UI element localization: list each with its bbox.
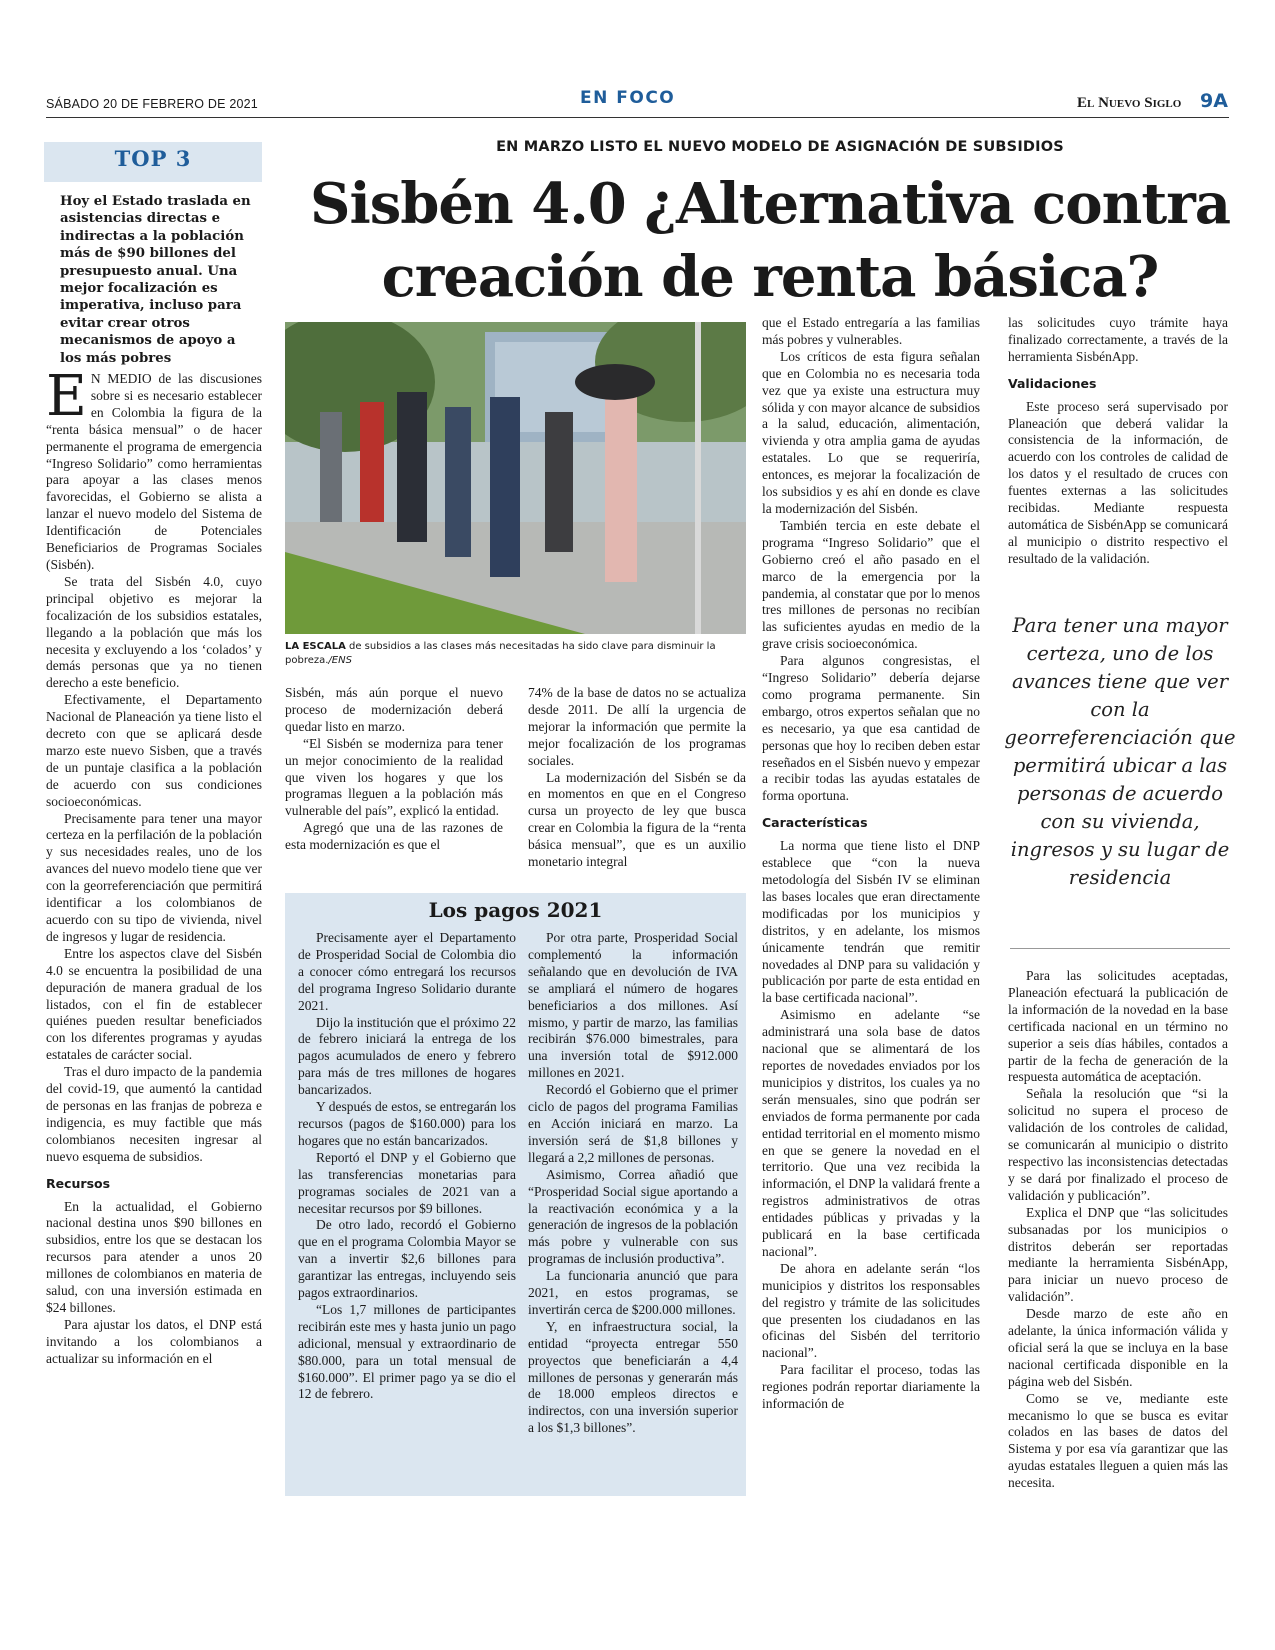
paragraph: Asimismo, Correa añadió que “Prosperidad Social sigue aportando a la reactivación económica y a la generación de ingresos de la población más pobre y vulnerable con sus programas de inclusión productiva”.: [528, 1166, 738, 1267]
paragraph: De otro lado, recordó el Gobierno que en el programa Colombia Mayor se van a invertir $2,6 billones para garantizar las entregas, incluyendo seis pagos extraordinarios.: [298, 1217, 516, 1301]
column-3: [528, 685, 746, 871]
photo-credit: /ENS: [328, 655, 352, 666]
masthead: El Nuevo Siglo: [1077, 95, 1182, 111]
paragraph: Para las solicitudes aceptadas, Planeación efectuará la publicación de la información de la novedad en la base certificada nacional en un término no superior a seis días hábiles, contados a partir de la fecha de generación de la respuesta automática de aceptación.: [1008, 968, 1228, 1085]
headline-line-2: creación de renta básica?: [381, 244, 1159, 310]
paragraph: Dijo la institución que el próximo 22 de febrero iniciará la entrega de los pagos acumulados de enero y febrero para más de tres millones de hogares bancarizados.: [298, 1014, 516, 1098]
paragraph: La norma que tiene listo el DNP establece que “con la nueva metodología del Sisbén IV se eliminan las bases locales que eran directamente modificadas por los municipios y distritos, y en adelante, los mismos únicamente tendrán que remitir novedades al DNP para su validación y publicación por parte de esta entidad en la base certificada nacional”.: [762, 838, 980, 1006]
pull-quote: Para tener una mayor certeza, uno de los avances tiene que ver con la georreferenciación que permitirá ubicar a las personas de acuerdo con su vivienda, ingresos y su lugar de residencia: [1004, 614, 1236, 889]
header-rule: [46, 117, 1229, 118]
news-photo: [285, 322, 746, 634]
paragraph: Los críticos de esta figura señalan que en Colombia no es necesaria toda vez que ya existe una estructura muy sólida y con mayor alcance de subsidios a la salud, educación, alimentación, vivienda y otra amplia gama de ayudas estatales. Lo que se requeriría, entonces, es mejorar la focalización de los subsidios y es ahí en donde es clave la modernización del Sisbén.: [762, 348, 980, 516]
drop-cap: E: [46, 364, 87, 429]
paragraph: Precisamente ayer el Departamento de Prosperidad Social de Colombia dio a conocer cómo entregará los recursos del programa Ingreso Solidario durante 2021.: [298, 930, 516, 1013]
paragraph: “Los 1,7 millones de participantes recibirán este mes y hasta junio un pago adicional, mensual y extraordinario de $80.000, para un total mensual de $160.000”. El primer pago ya se dio el 12 de febrero.: [298, 1301, 516, 1402]
caption-lead: LA ESCALA: [285, 641, 346, 652]
issue-date: SÁBADO 20 DE FEBRERO DE 2021: [46, 97, 258, 111]
paragraph: Asimismo en adelante “se administrará una sola base de datos nacional que se alimentará de los reportes de novedades enviados por los municipios y distritos, los cuales ya no serán mensuales, sino que podrán ser enviados de forma permanente por cada entidad territorial en el momento mismo en que se genere la novedad en el territorio. Que una vez recibida la información, el DNP la validará frente a registros administrativos de otras entidades públicas y privadas y la publicará en la base certificada nacional”.: [762, 1007, 980, 1259]
column-5-continued: [1008, 968, 1228, 1492]
column-1: [46, 364, 262, 1368]
paragraph: Tras el duro impacto de la pandemia del covid-19, que aumentó la cantidad de personas en las franjas de pobreza e indigencia, es muy factible que más colombianos necesiten ingresar al nuevo esquema de subsidios.: [46, 1064, 262, 1164]
paragraph: N MEDIO de las discusiones sobre si es necesario establecer en Colombia la figura de la “renta básica mensual” o de hacer permanente el programa de emergencia “Ingreso Solidario” como herramientas para apoyar a las clases menos favorecidas, el Gobierno se alista a lanzar el nuevo modelo del Sistema de Identificación de Potenciales Beneficiarios de Programas Sociales (Sisbén).: [46, 371, 262, 572]
column-4: [762, 315, 980, 1413]
column-2: [285, 685, 503, 854]
caption-text: de subsidios a las clases más necesitadas ha sido clave para disminuir la pobreza.: [285, 641, 716, 666]
paragraph: Y después de estos, se entregarán los recursos (pagos de $160.000) para los hogares que no están bancarizados.: [298, 1099, 516, 1148]
headline: [300, 168, 1240, 314]
top3-tag: TOP 3: [114, 146, 192, 171]
paragraph: que el Estado entregaría a las familias más pobres y vulnerables.: [762, 315, 980, 347]
paragraph: 74% de la base de datos no se actualiza desde 2011. De allí la urgencia de mejorar la información que permite la mejor focalización de los programas sociales.: [528, 685, 746, 768]
paragraph: Para ajustar los datos, el DNP está invitando a los colombianos a actualizar su información en el: [46, 1316, 262, 1366]
subhead-caracteristicas: Características: [762, 815, 868, 831]
subhead-recursos: Recursos: [46, 1175, 111, 1191]
paragraph: Entre los aspectos clave del Sisbén 4.0 se encuentra la posibilidad de una depuración de manera gradual de los listados, con el fin de establecer quiénes pueden resultar beneficiados con los diferentes programas y ayudas estatales de carácter social.: [46, 945, 262, 1063]
box-column-2: [528, 930, 738, 1437]
lead-summary: Hoy el Estado traslada en asistencias directas e indirectas a la población más de $90 billones del presupuesto anual. Una mejor focalización es imperativa, incluso para evitar crear otros mecanismos de apoyo a los más pobres: [60, 194, 251, 366]
paragraph: La modernización del Sisbén se da en momentos en que en el Congreso cursa un proyecto de ley que busca crear en Colombia la figura de la “renta básica mensual”, que es un auxilio monetario integral: [528, 769, 746, 870]
page-number: 9A: [1200, 90, 1228, 112]
paragraph: Se trata del Sisbén 4.0, cuyo principal objetivo es mejorar la focalización de los subsidios estatales, llegando a la población que más los necesita y excluyendo a los ‘colados’ y demás personas que ya no tienen derecho a este beneficio.: [46, 573, 262, 691]
paragraph: Y, en infraestructura social, la entidad “proyecta entregar 550 proyectos que beneficiarán a 4,4 millones de personas y generarán más de 18.000 empleos directos e indirectos, con una inversión superior a los $1,3 billones”.: [528, 1318, 738, 1436]
paragraph: Señala la resolución que “si la solicitud no supera el proceso de validación de los controles de calidad, se comunicarán al municipio o distrito respectivo las inconsistencias detectadas y se dará por finalizado el proceso de validación y publicación”.: [1008, 1086, 1228, 1203]
paragraph: Para facilitar el proceso, todas las regiones podrán reportar diariamente la información de: [762, 1362, 980, 1412]
paragraph: Desde marzo de este año en adelante, la única información válida y oficial será la que se incluya en la base nacional certificada disponible en la página web del Sisbén.: [1008, 1306, 1228, 1389]
paragraph: Precisamente para tener una mayor certeza en la perfilación de la población y sus necesidades reales, uno de los avances del nuevo modelo tiene que ver con la georreferenciación que permitirá identificar a los colombianos de acuerdo con su tipo de vivienda, nivel de ingresos y lugar de residencia.: [46, 810, 262, 944]
paragraph: Efectivamente, el Departamento Nacional de Planeación ya tiene listo el decreto con que se aplicará desde marzo este nuevo Sisben, que a través de un puntaje clasifica a la población de acuerdo con sus condiciones socioeconómicas.: [46, 692, 262, 809]
paragraph: De ahora en adelante serán “los municipios y distritos los responsables del registro y trámite de las solicitudes que presenten los ciudadanos en las oficinas del Sisbén del territorio nacional”.: [762, 1260, 980, 1361]
subhead-validaciones: Validaciones: [1008, 375, 1097, 391]
paragraph: las solicitudes cuyo trámite haya finalizado correctamente, a través de la herramienta SisbénApp.: [1008, 315, 1228, 364]
paragraph: Explica el DNP que “las solicitudes subsanadas por los municipios o distritos deberán ser reportadas mediante la herramienta SisbénApp, para iniciar un nuevo proceso de validación”.: [1008, 1204, 1228, 1305]
paragraph: Reportó el DNP y el Gobierno que las transferencias monetarias para programas sociales de 2021 van a necesitar recursos por $9 billones.: [298, 1149, 516, 1216]
paragraph: También tercia en este debate el programa “Ingreso Solidario” que el Gobierno creó el año pasado en el marco de la emergencia por la pandemia, al constatar que por lo menos tres millones de personas no recibían las suficientes ayudas en medio de la grave crisis socioeconómica.: [762, 517, 980, 652]
paragraph: Por otra parte, Prosperidad Social complementó la información señalando que en devolución de IVA se ampliará el número de hogares beneficiarios a dos millones. Así mismo, y partir de marzo, las familias recibirán $76.000 bimestrales, para una inversión total de $912.000 millones en 2021.: [528, 930, 738, 1081]
paragraph: Recordó el Gobierno que el primer ciclo de pagos del programa Familias en Acción iniciará en marzo. La inversión será de $1,8 billones y llegará a 2,2 millones de personas.: [528, 1082, 738, 1165]
paragraph: Para algunos congresistas, el “Ingreso Solidario” debería dejarse como programa permanente. Sin embargo, otros expertos señalan que no es necesario, ya que esa cantidad de personas que hoy lo reciben deben estar reseñados en el Sisbén nuevo y empezar a recibir todas las ayudas estatales de forma oportuna.: [762, 653, 980, 804]
box-column-1: [298, 930, 516, 1403]
photo-caption: [285, 640, 745, 668]
paragraph: Sisbén, más aún porque el nuevo proceso de modernización deberá quedar listo en marzo.: [285, 685, 503, 734]
paragraph: Como se ve, mediante este mecanismo lo que se busca es evitar colados en las bases de datos del Sistema y por esa vía garantizar que las ayudas estatales lleguen a quien más las necesita.: [1008, 1390, 1228, 1491]
paragraph: En la actualidad, el Gobierno nacional destina unos $90 billones en subsidios, entre los que se destacan los recursos para atender a unos 20 millones de colombianos en materia de salud, con una inversión estimada en $24 billones.: [46, 1198, 262, 1315]
paragraph: La funcionaria anunció que para 2021, en estos programas, se invertirán cerca de $200.000 millones.: [528, 1268, 738, 1317]
paragraph: Este proceso será supervisado por Planeación que deberá validar la consistencia de la información, de acuerdo con los controles de calidad de los datos y el resultado de cruces con fuentes externas a las solicitudes recibidas. Mediante respuesta automática de SisbénApp se comunicará al municipio o distrito respectivo el resultado de la validación.: [1008, 398, 1228, 566]
box-title: Los pagos 2021: [428, 898, 603, 922]
paragraph: “El Sisbén se moderniza para tener un mejor conocimiento de la realidad que viven los hogares y que los programas lleguen a la población más vulnerable del país”, explicó la entidad.: [285, 735, 503, 819]
column-5: [1008, 315, 1228, 568]
pull-quote-rule: [1010, 948, 1230, 949]
kicker: EN MARZO LISTO EL NUEVO MODELO DE ASIGNACIÓN DE SUBSIDIOS: [496, 139, 1064, 155]
paragraph: Agregó que una de las razones de esta modernización es que el: [285, 820, 503, 853]
headline-line-1: Sisbén 4.0 ¿Alternativa contra: [310, 171, 1230, 237]
section-label: EN FOCO: [580, 88, 676, 108]
